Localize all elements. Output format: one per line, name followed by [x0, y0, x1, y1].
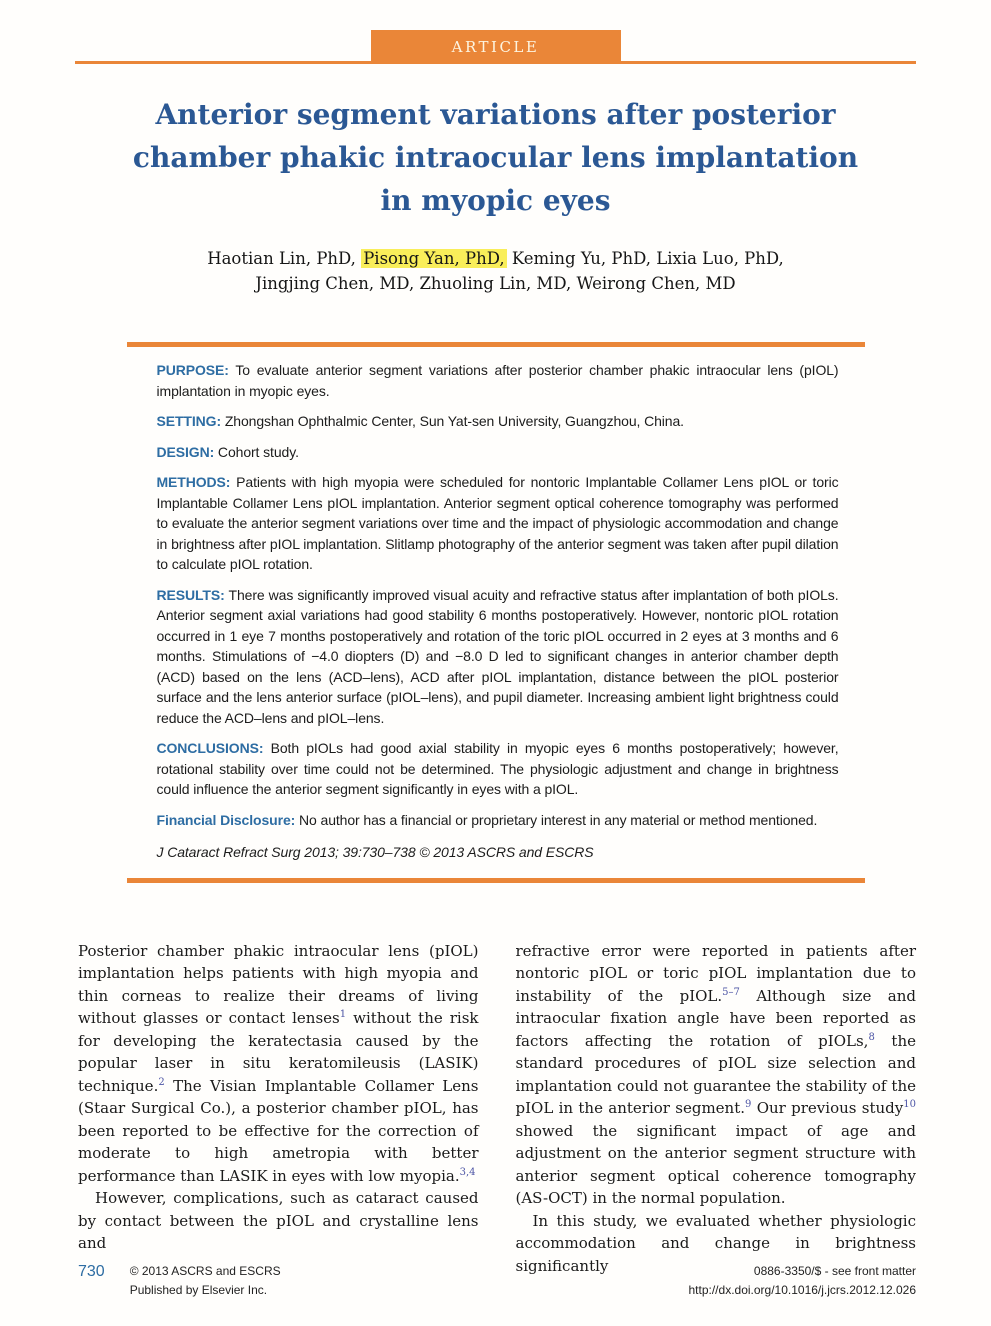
abstract-box — [127, 342, 865, 883]
abstract-section-text: Cohort study. — [214, 443, 299, 460]
reference-link[interactable]: 9 — [745, 1099, 752, 1110]
paragraph: Posterior chamber phakic intraocular lens (pIOL) implantation helps patients with high myopia and thin corneas to realize their dreams of living without glasses or contact lenses$^1$ without the risk for developing the keratectasia caused by the popular laser in situ keratomileusis (LASIK) technique.$^2$ The Visian Implantable Collamer Lens (Staar Surgical Co.), a posterior chamber pIOL, has been reported to be effective for the correction of moderate to high ametropia with better performance than LASIK in eyes with low myopia.$^{3,4}$ — [78, 941, 479, 1185]
page-footer — [78, 1262, 916, 1300]
journal-citation: J Cataract Refract Surg 2013; 39:730–738 © 2013 ASCRS and ESCRS — [156, 844, 594, 860]
abstract-section-text: Zhongshan Ophthalmic Center, Sun Yat-sen University, Guangzhou, China. — [221, 413, 684, 429]
abstract-section-text: There was significantly improved visual acuity and refractive status after implantation of both pIOLs. Anterior segment axial variations had good stability 6 months postoperatively. However, nontoric pIOL rotation occurred in 1 eye 7 months postoperatively and rotation of the toric pIOL occurred in 2 eyes at 3 months and 6 months. Stimulations of −4.0 diopters (D) and −8.0 D led to significant changes in anterior chamber depth (ACD) based on the lens (ACD–lens), ACD after pIOL implantation, distance between the pIOL posterior surface and the lens anterior surface (pIOL–lens), and pupil diameter. Increasing ambient light brightness could reduce the ACD–lens and pIOL–lens. — [156, 586, 839, 726]
abstract-section-text: No author has a financial or proprietary interest in any material or method mentioned. — [295, 811, 818, 828]
body-column-left — [78, 940, 479, 1278]
body-column-right — [516, 940, 917, 1278]
header-rule — [75, 30, 916, 64]
abstract-section-financial-disclosure — [157, 810, 839, 831]
abstract-section-results — [157, 585, 839, 729]
article-banner: ARTICLE — [371, 30, 621, 64]
doi-link[interactable]: http://dx.doi.org/10.1016/j.jcrs.2012.12.026 — [688, 1283, 916, 1297]
abstract-section-label: METHODS: — [156, 474, 231, 490]
reference-link[interactable]: 2 — [158, 1076, 165, 1088]
abstract-section-text: To evaluate anterior segment variations after posterior chamber phakic intraocular lens (pIOL) implantation in myopic eyes. — [156, 362, 839, 399]
paragraph: In this study, we evaluated whether physiologic accommodation and change in brightness significantly — [515, 1211, 916, 1275]
highlighted-author: Pisong Yan, PhD, — [363, 249, 505, 268]
page-title-line-3: in myopic eyes — [380, 184, 611, 217]
abstract-section-label: RESULTS: — [156, 586, 225, 603]
page-title-line-2: chamber phakic intraocular lens implantation — [132, 141, 859, 174]
abstract-section-label: PURPOSE: — [156, 362, 229, 378]
abstract-section-label: Financial Disclosure: — [156, 811, 296, 828]
paragraph: refractive error were reported in patients after nontoric pIOL or toric pIOL implantation due to instability of the pIOL.$^{5-7}$ Although size and intraocular fixation angle have been reported as factors affecting the rotation of pIOLs,$^8$ the standard procedures of pIOL size selection and implantation could not guarantee the stability of the pIOL in the anterior segment.$^9$ Our previous study$^{10}$ showed the significant impact of age and adjustment on the anterior segment structure with anterior segment optical coherence tomography (AS-OCT) in the normal population. — [515, 941, 916, 1207]
abstract-section-label: CONCLUSIONS: — [156, 740, 264, 756]
abstract-section-methods — [157, 472, 839, 575]
body-text — [78, 940, 916, 1278]
page-title-line-1: Anterior segment variations after posterior — [155, 98, 836, 131]
abstract-section-label: SETTING: — [156, 413, 222, 429]
authors-line-1: Haotian Lin, PhD, Pisong Yan, PhD, Keming Yu, PhD, Lixia Luo, PhD, — [207, 249, 784, 268]
abstract-section-purpose — [157, 360, 839, 401]
abstract-section-text: Both pIOLs had good axial stability in myopic eyes 6 months postoperatively; however, rotational stability over time could not be determined. The physiologic adjustment and change in brightness could influence the anterior segment significantly in eyes with a pIOL. — [156, 740, 839, 797]
abstract-section-conclusions — [157, 738, 839, 800]
issn-line: 0886-3350/$ - see front matter — [753, 1264, 916, 1278]
copyright-block — [130, 1262, 281, 1300]
reference-link[interactable]: 3,4 — [459, 1166, 476, 1178]
footer-left — [78, 1262, 281, 1300]
abstract-section-setting — [157, 411, 839, 432]
reference-link[interactable]: 5–7 — [722, 986, 740, 998]
reference-link[interactable]: 10 — [903, 1099, 916, 1110]
authors-block — [0, 246, 991, 296]
page-number: 730 — [78, 1263, 105, 1280]
paragraph: However, complications, such as cataract caused by contact between the pIOL and crystalline lens and — [78, 1189, 479, 1252]
publisher-line: Published by Elsevier Inc. — [129, 1283, 268, 1297]
footer-right — [689, 1262, 917, 1300]
copyright-line: © 2013 ASCRS and ESCRS — [129, 1264, 281, 1278]
abstract-section-design — [157, 442, 839, 463]
authors-line-2: Jingjing Chen, MD, Zhuoling Lin, MD, Weirong Chen, MD — [255, 274, 736, 293]
abstract-section-text: Patients with high myopia were scheduled for nontoric Implantable Collamer Lens pIOL or toric Implantable Collamer Lens pIOL implantation. Anterior segment optical coherence tomography was performed to evaluate the anterior segment variations over time and the impact of physiologic accommodation and change in brightness after pIOL implantation. Slitlamp photography of the anterior segment was taken after pupil dilation to calculate pIOL rotation. — [156, 474, 839, 572]
reference-link[interactable]: 1 — [339, 1009, 347, 1020]
abstract-section-label: DESIGN: — [156, 443, 215, 460]
page-title — [0, 93, 991, 222]
reference-link[interactable]: 8 — [868, 1031, 875, 1043]
